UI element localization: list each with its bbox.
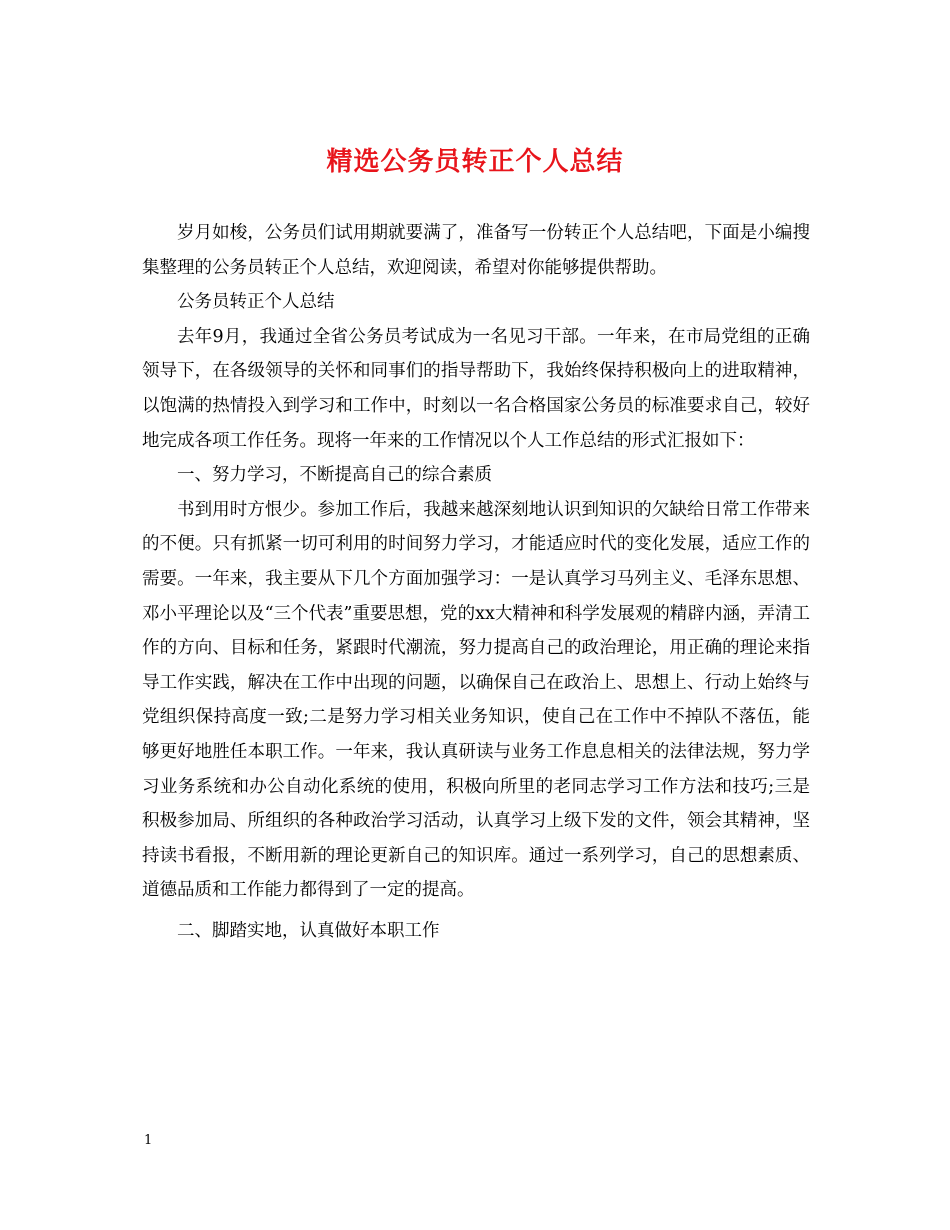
section-heading-1: 一、努力学习，不断提高自己的综合素质: [177, 465, 492, 486]
section-subtitle: 公务员转正个人总结: [177, 292, 335, 313]
section-heading-2: 二、脚踏实地，认真做好本职工作: [177, 920, 440, 941]
page-number: 1: [144, 1133, 153, 1148]
document-title: 精选公务员转正个人总结: [326, 147, 624, 177]
document-body: [142, 216, 810, 948]
intro-paragraph: 岁月如梭，公务员们试用期就要满了，准备写一份转正个人总结吧，下面是小编搜集整理的公务员转正个人总结，欢迎阅读，希望对你能够提供帮助。: [142, 223, 810, 278]
study-paragraph: 书到用时方恨少。参加工作后，我越来越深刻地认识到知识的欠缺给日常工作带来的不便。只有抓紧一切可利用的时间努力学习，才能适应时代的变化发展，适应工作的需要。一年来，我主要从下几个方面加强学习：一是认真学习马列主义、毛泽东思想、邓小平理论以及“三个代表”重要思想，党的xx大精神和科学发展观的精辟内涵，弄清工作的方向、目标和任务，紧跟时代潮流，努力提高自己的政治理论，用正确的理论来指导工作实践，解决在工作中出现的问题，以确保自己在政治上、思想上、行动上始终与党组织保持高度一致;二是努力学习相关业务知识，使自己在工作中不掉队不落伍，能够更好地胜任本职工作。一年来，我认真研读与业务工作息息相关的法律法规，努力学习业务系统和办公自动化系统的使用，积极向所里的老同志学习工作方法和技巧;三是积极参加局、所组织的各种政治学习活动，认真学习上级下发的文件，领会其精神，坚持读书看报，不断用新的理论更新自己的知识库。通过一系列学习，自己的思想素质、道德品质和工作能力都得到了一定的提高。: [142, 499, 810, 901]
overview-paragraph: 去年9月，我通过全省公务员考试成为一名见习干部。一年来，在市局党组的正确领导下，在各级领导的关怀和同事们的指导帮助下，我始终保持积极向上的进取精神，以饱满的热情投入到学习和工作中，时刻以一名合格国家公务员的标准要求自己，较好地完成各项工作任务。现将一年来的工作情况以个人工作总结的形式汇报如下：: [142, 326, 810, 451]
